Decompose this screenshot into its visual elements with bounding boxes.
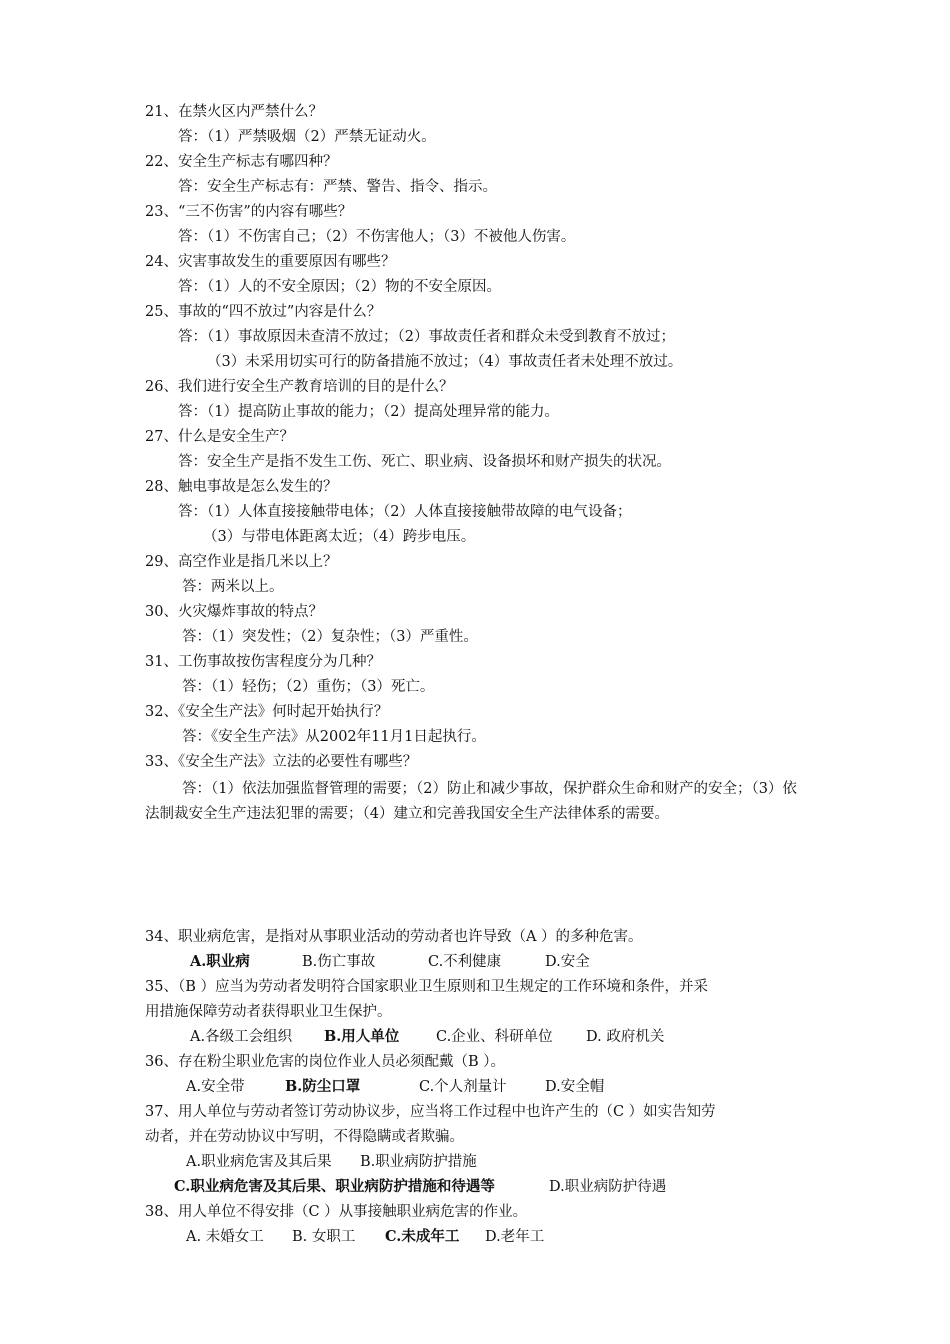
option-36-c: C.个人剂量计 <box>419 1079 507 1095</box>
option-34-d: D.安全 <box>545 954 590 970</box>
question-32: 32、《安全生产法》何时起开始执行？ <box>145 704 389 720</box>
answer-22: 答：安全生产标志有：严禁、警告、指令、指示。 <box>178 179 497 195</box>
answer-32: 答：《安全生产法》从2002年11月1日起执行。 <box>182 729 486 745</box>
question-37-line-2: 动者，并在劳动协议中写明，不得隐瞒或者欺骗。 <box>145 1129 464 1145</box>
answer-25-line-1: 答：（1）事故原因未查清不放过；（2）事故责任者和群众未受到教育不放过； <box>178 329 675 345</box>
question-25: 25、事故的“四不放过”内容是什么？ <box>145 304 382 320</box>
option-35-b: B.用人单位 <box>324 1028 400 1045</box>
option-36-d: D.安全帽 <box>545 1079 605 1095</box>
option-38-c: C.未成年工 <box>385 1228 460 1245</box>
option-38-a: A. 未婚女工 <box>186 1229 264 1245</box>
question-35-line-1: 35、（B ）应当为劳动者发明符合国家职业卫生原则和卫生规定的工作环境和条件，并采 <box>145 979 708 995</box>
question-38: 38、用人单位不得安排（C ）从事接触职业病危害的作业。 <box>145 1204 528 1220</box>
question-21: 21、在禁火区内严禁什么？ <box>145 104 323 120</box>
question-22: 22、安全生产标志有哪四种？ <box>145 154 338 170</box>
question-33: 33、《安全生产法》立法的必要性有哪些？ <box>145 754 418 770</box>
option-37-a: A.职业病危害及其后果 <box>186 1154 332 1170</box>
option-34-c: C.不利健康 <box>428 954 502 970</box>
question-37-line-1: 37、用人单位与劳动者签订劳动协议步，应当将工作过程中也许产生的（C ）如实告知劳 <box>145 1104 716 1120</box>
option-36-b: B.防尘口罩 <box>285 1078 361 1095</box>
answer-33: 答：（1）依法加强监督管理的需要；（2）防止和减少事故，保护群众生命和财产的安全；（3）依法制裁安全生产违法犯罪的需要；（4）建立和完善我国安全生产法律体系的需要。 <box>145 781 797 822</box>
option-34-b: B.伤亡事故 <box>302 954 376 970</box>
option-37-c: C.职业病危害及其后果、职业病防护措施和待遇等 <box>174 1178 495 1195</box>
question-23: 23、“三不伤害”的内容有哪些？ <box>145 204 353 220</box>
answer-23: 答：（1）不伤害自己；（2）不伤害他人；（3）不被他人伤害。 <box>178 229 576 245</box>
option-35-c: C.企业、科研单位 <box>436 1029 553 1045</box>
option-37-d: D.职业病防护待遇 <box>549 1179 667 1195</box>
answer-24: 答：（1）人的不安全原因；（2）物的不安全原因。 <box>178 279 501 295</box>
answer-30: 答：（1）突发性；（2）复杂性；（3）严重性。 <box>182 629 478 645</box>
option-35-d: D. 政府机关 <box>586 1029 665 1045</box>
option-37-b: B.职业病防护措施 <box>360 1154 477 1170</box>
answer-27: 答：安全生产是指不发生工伤、死亡、职业病、设备损坏和财产损失的状况。 <box>178 454 671 470</box>
question-27: 27、什么是安全生产？ <box>145 429 294 445</box>
question-29: 29、高空作业是指几米以上？ <box>145 554 338 570</box>
option-38-b: B. 女职工 <box>292 1229 356 1245</box>
answer-26: 答：（1）提高防止事故的能力；（2）提高处理异常的能力。 <box>178 404 559 420</box>
answer-21: 答：（1）严禁吸烟（2）严禁无证动火。 <box>178 129 436 145</box>
answer-25-line-2: （3）未采用切实可行的防备措施不放过；（4）事故责任者未处理不放过。 <box>207 354 683 370</box>
answer-28-line-2: （3）与带电体距离太近；（4）跨步电压。 <box>203 529 476 545</box>
answer-31: 答：（1）轻伤；（2）重伤；（3）死亡。 <box>182 679 435 695</box>
answer-28-line-1: 答：（1）人体直接接触带电体；（2）人体直接接触带故障的电气设备； <box>178 504 632 520</box>
option-34-a: A.职业病 <box>190 953 250 970</box>
question-28: 28、触电事故是怎么发生的？ <box>145 479 338 495</box>
question-35-line-2: 用措施保障劳动者获得职业卫生保护。 <box>145 1004 392 1020</box>
question-24: 24、灾害事故发生的重要原因有哪些？ <box>145 254 396 270</box>
option-35-a: A.各级工会组织 <box>190 1029 293 1045</box>
option-38-d: D.老年工 <box>485 1229 545 1245</box>
answer-29: 答：两米以上。 <box>182 579 284 595</box>
question-34: 34、职业病危害，是指对从事职业活动的劳动者也许导致（A ）的多种危害。 <box>145 929 643 945</box>
question-26: 26、我们进行安全生产教育培训的目的是什么？ <box>145 379 454 395</box>
question-36: 36、存在粉尘职业危害的岗位作业人员必须配戴（B ）。 <box>145 1054 505 1070</box>
option-36-a: A.安全带 <box>186 1079 245 1095</box>
question-30: 30、火灾爆炸事故的特点？ <box>145 604 323 620</box>
question-31: 31、工伤事故按伤害程度分为几种？ <box>145 654 381 670</box>
